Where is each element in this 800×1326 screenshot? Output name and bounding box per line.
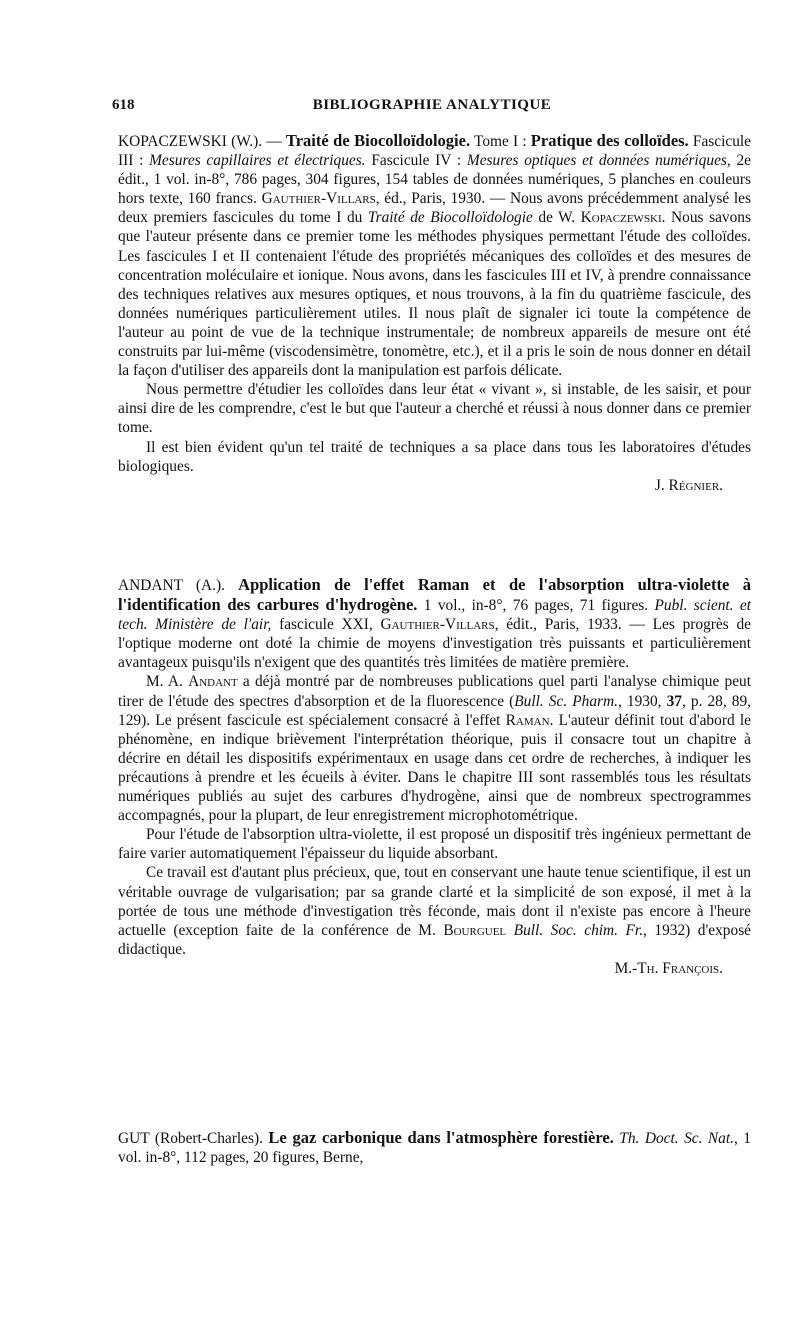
work-title: Traité de Biocolloïdologie	[367, 209, 533, 227]
author-reference: Kopaczewski	[580, 209, 662, 227]
author-reference: Andant	[188, 673, 238, 691]
author-name: KOPACZEWSKI (W.).	[118, 133, 263, 150]
dash: —	[262, 133, 286, 150]
reviewer-signature: M.-Th. François.	[614, 959, 723, 977]
publisher-name: Gauthier-Villars	[261, 190, 376, 208]
review-paragraph: Pour l'étude de l'absorption ultra-violette, il est proposé un dispositif très ingénieux permettant de faire varier automatiquement l'épaisseur du liquide absorbant.	[118, 826, 751, 863]
text-run: , p. 28, 89, 129). Le présent fascicule est spécialement consacré à l'effet	[118, 692, 752, 729]
text-run: Ce travail est d'autant plus précieux, que, tout en conservant une haute tenue scientifique, il est un véritable ouvrage de vulgarisation; par sa grande clarté et la simplicité de son exposé, il met à la portée de tous une méthode d'investigation très féconde, mais dont il n'existe pas encore à l'heure actuelle (exception faite de la conférence de M.	[118, 864, 751, 939]
reviewer-signature-row	[118, 476, 751, 495]
review-paragraph	[118, 131, 751, 380]
reviewer-signature-row	[118, 959, 751, 978]
review-paragraph	[118, 1128, 751, 1167]
text-run: Fascicule IV :	[365, 152, 467, 170]
text-run	[506, 922, 514, 939]
text-run: 2e édit., 1 vol. in-8°, 786 pages, 304 figures, 154 tables de données numériques, 5 planches en couleurs hors texte, 160 francs.	[118, 152, 751, 208]
book-title: Application de l'effet Raman et de l'absorption ultra-violette à l'identification des carbures d'hydrogène.	[118, 575, 752, 615]
author-name: ANDANT (A.).	[118, 577, 225, 594]
author-reference: Bourguel	[443, 921, 507, 939]
review-paragraph	[118, 863, 751, 958]
review-paragraph	[118, 575, 751, 672]
fascicle-title: Mesures capillaires et électriques.	[149, 152, 366, 170]
series-title: Publ. scient. et tech. Ministère de l'air,	[118, 597, 752, 634]
text-run: . Nous savons que l'auteur présente dans ce premier tome les méthodes physiques permettant l'étude des colloïdes. Les fascicules I et II contenaient l'étude des propriétés mécaniques des colloïdes et des mesures de concentration moléculaire et ionique. Nous avons, dans les fascicules III et IV, à prendre connaissance des techniques relatives aux mesures optiques, et nous trouvons, à la fin du quatrième fascicule, des données numériques particulièrement utiles. Il nous plaît de signaler ici toute la compétence de l'auteur au point de vue de la technique instrumentale; de nombreux appareils de mesure ont été construits par lui-même (viscodensimètre, tonomètre, etc.), et il a pris le soin de nous donner en détail la façon d'utiliser des appareils dont la manipulation est parfois délicate.	[118, 209, 751, 380]
text-run: a déjà montré par de nombreuses publications quel parti l'analyse chimique peut tirer de l'étude des spectres d'absorption et de la fluorescence (	[118, 673, 751, 710]
publisher-name: Gauthier-Villars	[380, 616, 495, 634]
text-run: Tome I :	[470, 133, 531, 150]
text-run: Fascicule III :	[118, 133, 751, 170]
journal-volume: 37	[666, 692, 682, 710]
running-title: BIBLIOGRAPHIE ANALYTIQUE	[312, 97, 552, 113]
reviewer-signature: J. Régnier.	[654, 476, 723, 494]
text-run: 1 vol., in-8°, 76 pages, 71 figures.	[417, 597, 655, 615]
review-paragraph: Il est bien évident qu'un tel traité de techniques a sa place dans tous les laboratoires d'études biologiques.	[118, 438, 751, 475]
text-run: , 1930,	[617, 692, 667, 710]
text-run: M. A.	[146, 673, 189, 691]
review-paragraph	[118, 672, 751, 825]
text-run: , édit., Paris, 1933. — Les progrès de l'optique moderne ont doté la chimie de moyens d'investigation très puissants et particulièrement avantageux puisqu'ils n'exigent que des quantités très limitées de matière première.	[118, 616, 752, 672]
text-run: , 1932) d'exposé didactique.	[118, 921, 752, 958]
fascicle-title: Mesures optiques et données numériques,	[466, 152, 731, 170]
book-title: Traité de Biocolloïdologie.	[285, 131, 471, 150]
text-run: , 1 vol. in-8°, 112 pages, 20 figures, Berne,	[118, 1130, 752, 1167]
name-reference: Raman	[505, 711, 550, 729]
text-run: , éd., Paris, 1930. — Nous avons précédemment analysé les deux premiers fascicules du tome I du	[118, 190, 751, 227]
degree-title: Th. Doct. Sc. Nat.	[619, 1130, 734, 1147]
journal-title: Bull. Sc. Pharm.	[514, 692, 618, 710]
review-gut	[118, 1128, 751, 1167]
review-andant	[118, 575, 751, 978]
page-header	[112, 97, 752, 121]
page-number: 618	[112, 97, 135, 113]
book-title: Le gaz carbonique dans l'atmosphère forestière.	[268, 1128, 614, 1147]
text-run: de W.	[532, 209, 581, 227]
text-run: fascicule XXI,	[271, 616, 381, 634]
review-paragraph: Nous permettre d'étudier les colloïdes dans leur état « vivant », si instable, de les saisir, et pour ainsi dire de les comprendre, c'est le but que l'auteur a cherché et réussi à nous donner dans ce premier tome.	[118, 381, 751, 437]
book-subtitle: Pratique des colloïdes.	[530, 131, 689, 150]
text-run: . L'auteur définit tout d'abord le phénomène, en indique brièvement l'interprétation théorique, puis il consacre tout un chapitre à décrire en détail les dispositifs expérimentaux en usage dans cet ordre de recherches, à indiquer les précautions à prendre et les écueils à éviter. Dans le chapitre III sont rassemblés tous les résultats numériques publiés au sujet des carbures d'hydrogène, ainsi que de nombreux spectrogrammes accompagnés, pour la plupart, de leur enregistrement microphotométrique.	[118, 711, 751, 825]
author-name: GUT (Robert-Charles).	[118, 1130, 263, 1147]
review-kopaczewski	[118, 131, 751, 495]
journal-title: Bull. Soc. chim. Fr.	[513, 921, 644, 939]
